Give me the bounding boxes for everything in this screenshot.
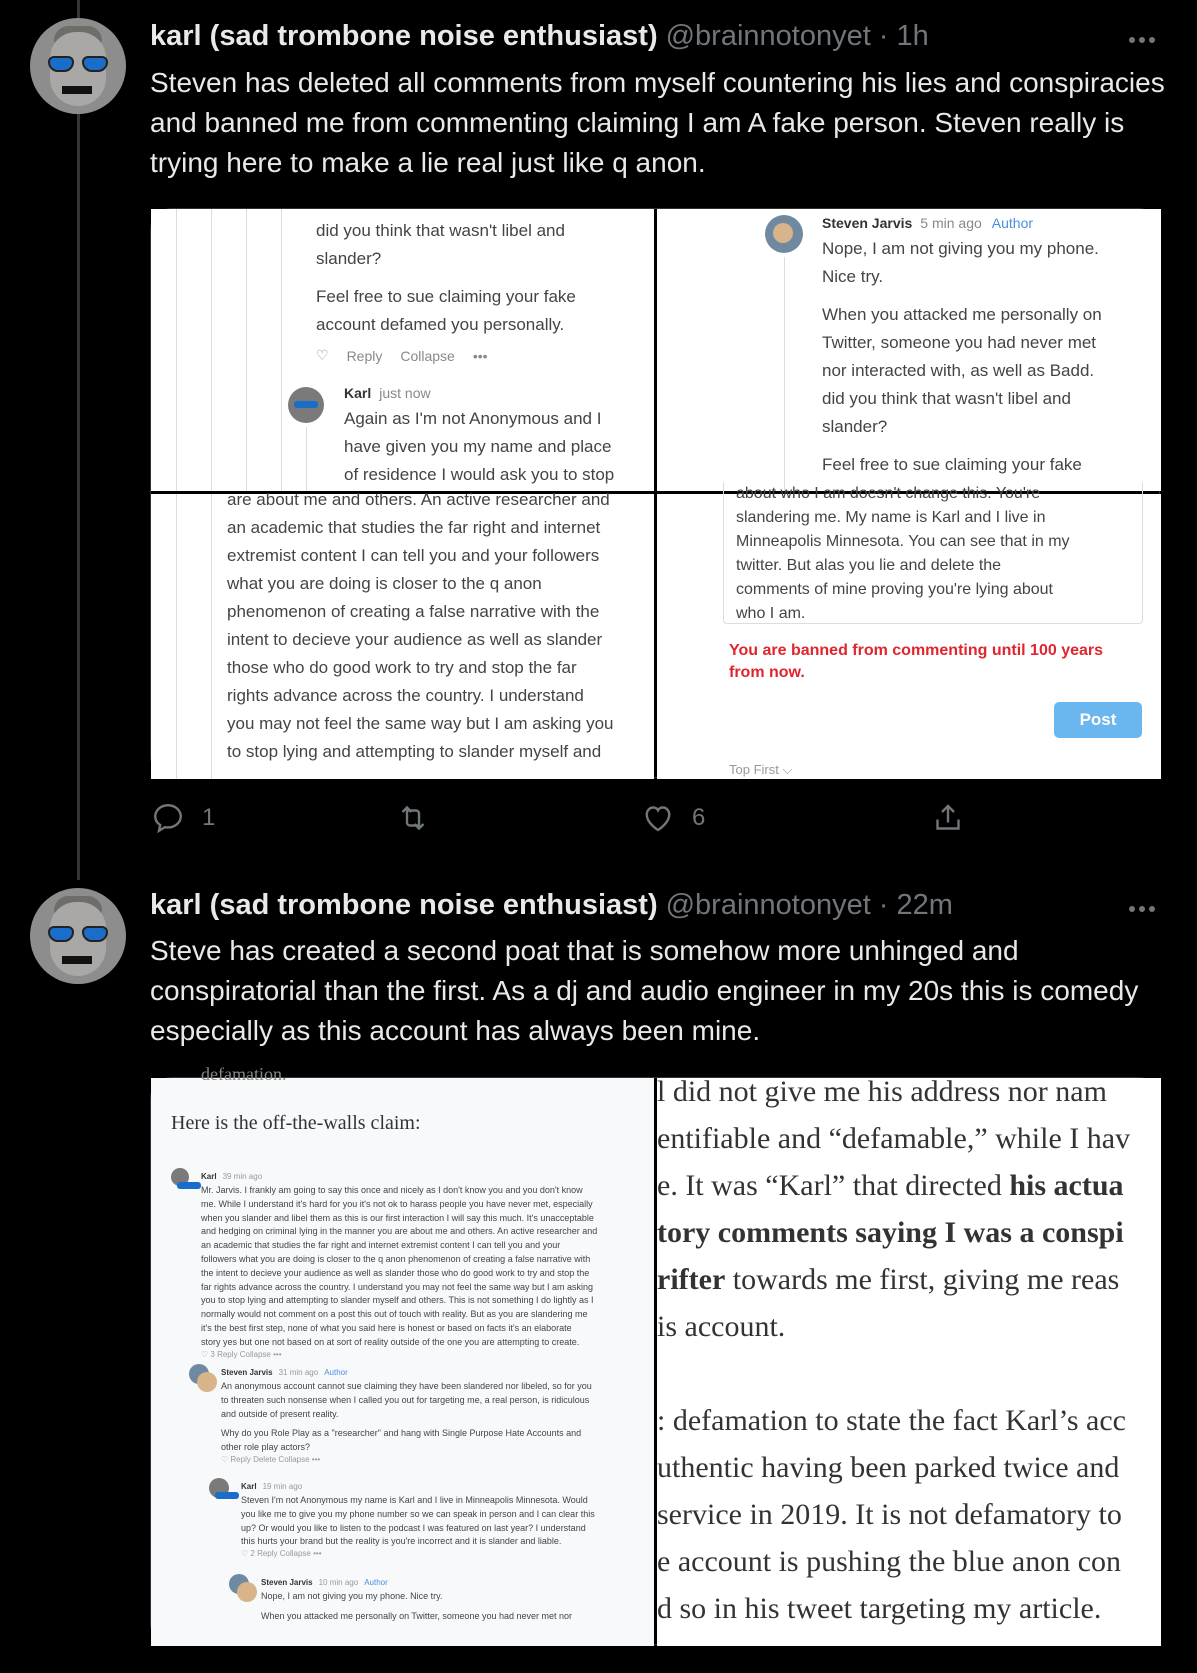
comment-line: normally would not comment on a post this out of touch with reality. But as you are slandering me [201, 1309, 588, 1320]
comment-line: slandering me. My name is Karl and I live in [736, 509, 1046, 526]
excerpt-line [657, 1115, 1161, 1162]
author-badge: Author [364, 1578, 388, 1587]
chevron-down-icon: ⌵ [782, 762, 793, 777]
comment-line: story yes but one not based on at sort of reality outside of the one you are attempting to create. [201, 1336, 580, 1347]
excerpt-span: l did not give me his address nor nam [657, 1075, 1107, 1108]
comment-line: slander? [316, 249, 382, 268]
commenter-name: Karl [241, 1482, 257, 1491]
excerpt-span: uthentic having been parked twice and [657, 1451, 1120, 1484]
comment-body [221, 1380, 651, 1455]
comment-line: an academic that studies the far right and internet extremist content I can tell you and your [201, 1240, 561, 1251]
excerpt-span: : defamation to state the fact Karl’s acc [657, 1404, 1126, 1437]
comment-line: Why do you Role Play as a "researcher" and hang with Single Purpose Hate Accounts and [221, 1428, 582, 1439]
comment-line: about who I am doesn't change this. You're [736, 485, 1041, 502]
excerpt-line [657, 1209, 1161, 1256]
retweet-icon [395, 800, 431, 836]
collapse-link[interactable]: Collapse [400, 347, 455, 364]
sort-dropdown[interactable] [729, 762, 792, 778]
comment-time: 19 min ago [262, 1482, 303, 1491]
comment-body [201, 1184, 651, 1350]
excerpt-span: d so in his tweet targeting my article. [657, 1592, 1102, 1625]
comment-line: the intent to decieve your audience as well as slander those who do good work to try and stop the [201, 1267, 590, 1278]
media-image-bottom-right[interactable] [657, 485, 1161, 779]
comment-line: An anonymous account cannot sue claiming they have been slandered nor libeled, so for you [221, 1381, 592, 1391]
comment-body [261, 1590, 651, 1624]
comment-line: when you slander and libel them as this is our first interaction I will say this much. It's unacceptable [201, 1212, 594, 1223]
comment-line: twitter. But alas you lie and delete the [736, 557, 1002, 574]
comment-line: me. While I understand it's hard for you it's not ok to harass people you have never met, especially [201, 1198, 593, 1209]
comment-line: up? Or would you like to listen to the podcast I was featured on last year? I understand [241, 1522, 586, 1533]
excerpt-line [657, 1068, 1161, 1115]
banned-message: You are banned from commenting until 100 years from now. [729, 642, 1104, 681]
cutoff-text: defamation. [201, 1064, 287, 1084]
comment-line: to threaten such nonsense when I called you out for targeting me, a real person, is ridiculous [221, 1394, 590, 1405]
comment-actions: ♡ Reply Delete Collapse ••• [221, 1454, 321, 1464]
like-count: 6 [692, 804, 706, 831]
excerpt-span: tory comments saying I was a conspi [657, 1216, 1124, 1249]
reply-icon [150, 800, 186, 836]
tweet-header [150, 20, 929, 56]
excerpt-line [657, 1162, 1161, 1209]
comment-line: what you are doing is closer to the q anon [227, 574, 542, 593]
comment-line: did you think that wasn't libel and [316, 221, 565, 240]
commenter-name: Karl [201, 1172, 217, 1181]
excerpt-line [657, 1350, 1161, 1397]
reply-link[interactable]: Reply [346, 347, 383, 364]
avatar[interactable] [30, 888, 126, 984]
excerpt-span: rifter [657, 1263, 726, 1296]
commenter-name: Steven Jarvis [221, 1368, 273, 1377]
comment-line: those who do good work to try and stop the far [227, 658, 577, 677]
excerpt-line [657, 1585, 1161, 1632]
more-icon[interactable]: ••• [472, 347, 488, 364]
excerpt-span: towards me first, giving me reas [725, 1263, 1120, 1296]
excerpt-span: e account is pushing the blue anon con [657, 1545, 1122, 1578]
comment-actions: ♡ 3 Reply Collapse ••• [201, 1349, 282, 1359]
comment-actions [316, 347, 646, 364]
tweet-time[interactable]: · 1h [878, 20, 929, 52]
excerpt-span: service in 2019. It is not defamatory to [657, 1498, 1122, 1531]
reply-button[interactable] [150, 800, 215, 836]
comment-line: rights advance across the country. I understand [227, 686, 584, 705]
excerpt-line [657, 1491, 1161, 1538]
tweet-media-pair[interactable] [150, 1064, 1160, 1645]
comment-line: you to stop lying and attempting to slander myself and others. This is not something I do lightly as I [201, 1295, 594, 1306]
commenter-avatar [189, 1364, 209, 1384]
media-image-top-left[interactable] [151, 209, 654, 491]
comment-line: you like me to give you my phone number so we can speak in person and I can clear this [241, 1508, 595, 1519]
comment-line: you may not feel the same way but I am asking you [227, 714, 614, 733]
more-options-icon[interactable] [1127, 899, 1157, 919]
article-excerpt [657, 1068, 1161, 1632]
comment-line: When you attacked me personally on Twitter, someone you had never met nor [261, 1610, 573, 1621]
comment-time: 5 min ago [920, 215, 982, 231]
avatar[interactable] [30, 18, 126, 114]
comment-body [241, 1494, 651, 1549]
user-handle[interactable]: @brainnotonyet [665, 889, 871, 921]
commenter-avatar [765, 215, 803, 253]
excerpt-line [657, 1256, 1161, 1303]
comment-line: intent to decieve your audience as well as slander [227, 630, 603, 649]
media-image-top-right[interactable] [657, 209, 1161, 491]
like-button[interactable] [640, 800, 705, 836]
comment-line: of residence I would ask you to stop [344, 465, 615, 484]
user-handle[interactable]: @brainnotonyet [665, 20, 871, 52]
commenter-name: Steven Jarvis [822, 215, 913, 231]
comment-line: who I am. [736, 605, 806, 622]
commenter-name: Steven Jarvis [261, 1578, 313, 1587]
excerpt-span: entifiable and “defamable,” while I hav [657, 1122, 1131, 1155]
commenter-name: Karl [344, 385, 372, 401]
tweet-text: Steve has created a second poat that is somehow more unhinged and conspiratorial than the first. As a dj and audio engineer in my 20s this is comedy especially as this account has always been mine. [150, 935, 1139, 1046]
excerpt-span: e. It was “Karl” that directed [657, 1169, 1010, 1202]
commenter-avatar [171, 1168, 189, 1186]
comment-line: Feel free to sue claiming your fake [316, 287, 576, 306]
tweet-text: Steven has deleted all comments from myself countering his lies and conspiracies and banned me from commenting claiming I am A fake person. Steven really is trying here to make a lie real just like q anon. [150, 67, 1165, 178]
share-button[interactable] [930, 800, 966, 836]
comment-line: and outside of present reality. [221, 1408, 339, 1419]
commenter-avatar [209, 1478, 229, 1498]
post-button[interactable]: Post [1054, 702, 1142, 738]
comment-line: Steven I'm not Anonymous my name is Karl and I live in Minneapolis Minnesota. Would [241, 1495, 588, 1505]
comment-line: are about me and others. An active researcher and [227, 490, 610, 509]
commenter-avatar [229, 1574, 249, 1594]
commenter-avatar [288, 387, 324, 423]
retweet-button[interactable] [395, 800, 431, 836]
comment-time: 10 min ago [318, 1578, 359, 1587]
share-icon [930, 800, 966, 836]
comment-textarea[interactable] [723, 482, 1143, 624]
comment-time: 39 min ago [222, 1172, 263, 1181]
display-name[interactable]: karl (sad trombone noise enthusiast) [150, 20, 658, 52]
comment-time: just now [379, 385, 431, 401]
excerpt-line [657, 1538, 1161, 1585]
heart-icon[interactable]: ♡ [316, 347, 329, 363]
reply-count: 1 [202, 804, 216, 831]
media-image-left[interactable] [151, 1064, 654, 1646]
excerpt-line [657, 1444, 1161, 1491]
comment-line: When you attacked me personally on [822, 305, 1102, 324]
author-badge: Author [991, 215, 1034, 231]
tweet-media-grid[interactable] [150, 208, 1160, 778]
comment-line: Nice try. [822, 267, 884, 286]
comment-line: Mr. Jarvis. I frankly am going to say this once and nicely as I don't know you and you don't know [201, 1185, 583, 1195]
article-heading: Here is the off-the-walls claim: [171, 1112, 421, 1134]
comment-line: comments of mine proving you're lying about [736, 581, 1053, 598]
comment-line: nor interacted with, as well as Badd. [822, 361, 1095, 380]
excerpt-span: is account. [657, 1310, 786, 1343]
comment-line: phenomenon of creating a false narrative with the [227, 602, 600, 621]
excerpt-line [657, 1397, 1161, 1444]
comment-line: this hurts your brand but the reality is you're incorrect and it is slander and liable. [241, 1536, 562, 1547]
display-name[interactable]: karl (sad trombone noise enthusiast) [150, 889, 658, 921]
comment-line: and hedging on criminal lying in the manner you are about me and others. An active researcher and [201, 1226, 598, 1237]
comment-line: Minneapolis Minnesota. You can see that in my [736, 533, 1070, 550]
comment-line: Feel free to sue claiming your fake [822, 455, 1082, 474]
comment-time: 31 min ago [278, 1368, 319, 1377]
comment-line: did you think that wasn't libel and [822, 389, 1071, 408]
comment-line: Nope, I am not giving you my phone. Nice try. [261, 1591, 443, 1601]
comment-line: Nope, I am not giving you my phone. [822, 239, 1099, 258]
comment-line: far rights advance across the country. I understand you may not feel the same way but I am asking [201, 1281, 594, 1292]
comment-line: an academic that studies the far right and internet [227, 518, 601, 537]
tweet-header [150, 889, 953, 925]
heart-icon [640, 800, 676, 836]
author-badge: Author [324, 1368, 348, 1377]
comment-line: extremist content I can tell you and your followers [227, 546, 600, 565]
thread-connector-line [77, 0, 80, 880]
media-image-bottom-left[interactable] [151, 490, 654, 779]
tweet-time[interactable]: · 22m [878, 889, 953, 921]
comment-line: have given you my name and place [344, 437, 612, 456]
media-image-right[interactable] [657, 1075, 1161, 1646]
comment-actions: ♡ 2 Reply Collapse ••• [241, 1549, 322, 1559]
comment-line: followers what you are doing is closer to the q anon phenomenon of creating a false narrative with [201, 1253, 591, 1264]
comment-line: Again as I'm not Anonymous and I [344, 409, 602, 428]
excerpt-line [657, 1303, 1161, 1350]
tweet-actions [150, 800, 990, 840]
comment-line: it's the best first step, none of what you said here is honest or based on facts it's an elaborate [201, 1322, 572, 1333]
comment-line: other role play actors? [221, 1442, 311, 1453]
excerpt-span: his actua [1009, 1169, 1124, 1202]
comment-line: slander? [822, 417, 888, 436]
comment-line: to stop lying and attempting to slander myself and [227, 742, 602, 761]
comment-line: Twitter, someone you had never met [822, 333, 1097, 352]
comment-line: account defamed you personally. [316, 315, 565, 334]
sort-label: Top First [729, 762, 779, 777]
more-options-icon[interactable] [1127, 30, 1157, 50]
